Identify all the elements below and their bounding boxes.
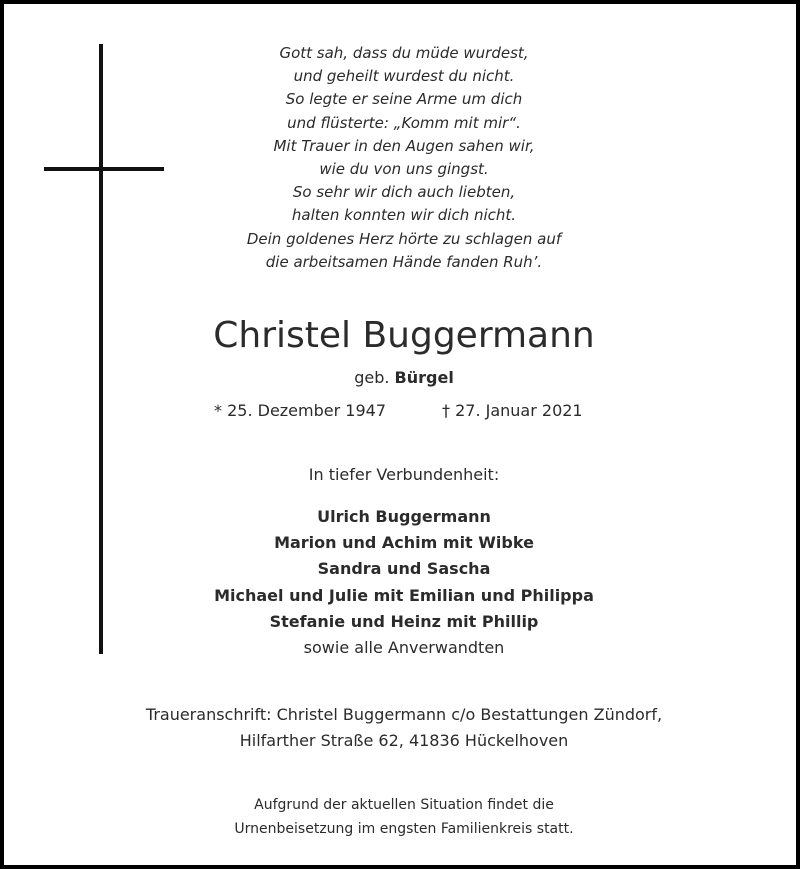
poem-line: halten konnten wir dich nicht.: [291, 206, 517, 225]
death-date: † 27. Januar 2021: [442, 401, 583, 420]
deceased-name: Christel Buggermann: [213, 315, 595, 356]
note-line: Aufgrund der aktuellen Situation findet die: [254, 797, 554, 813]
mourning-intro: In tiefer Verbundenheit:: [308, 465, 500, 484]
note-line: Urnenbeisetzung im engsten Familienkreis statt.: [234, 821, 574, 837]
poem: [154, 42, 654, 274]
poem-line: die arbeitsamen Hände fanden Ruh’.: [265, 252, 543, 271]
address-line: Traueranschrift: Christel Buggermann c/o Bestattungen Zündorf,: [145, 705, 663, 724]
mourners-list: [134, 504, 674, 661]
birth-prefix: geb.: [354, 368, 390, 387]
poem-line: und geheilt wurdest du nicht.: [293, 67, 515, 86]
mourner-name: Michael und Julie mit Emilian und Philippa: [214, 585, 594, 605]
mourner-name: Marion und Achim mit Wibke: [274, 533, 534, 553]
poem-line: So legte er seine Arme um dich: [285, 90, 523, 109]
poem-line: So sehr wir dich auch liebten,: [292, 183, 516, 202]
poem-line: wie du von uns gingst.: [319, 160, 489, 179]
cross-icon: [99, 44, 103, 654]
mourning-address: [84, 702, 724, 754]
mourner-name: Ulrich Buggermann: [317, 507, 491, 526]
poem-line: Gott sah, dass du müde wurdest,: [279, 44, 529, 62]
mourners-closing: sowie alle Anverwandten: [303, 638, 505, 658]
birth-name-line: [204, 367, 604, 389]
poem-line: Mit Trauer in den Augen sahen wir,: [273, 136, 535, 155]
mourner-name: Sandra und Sascha: [317, 559, 491, 579]
birth-name: Bürgel: [394, 368, 454, 387]
burial-note: [154, 793, 654, 841]
birth-date: * 25. Dezember 1947: [214, 401, 386, 420]
address-line: Hilfarther Straße 62, 41836 Hückelhoven: [239, 731, 569, 750]
cross-icon-bar: [44, 167, 164, 171]
mourner-name: Stefanie und Heinz mit Phillip: [269, 611, 539, 631]
poem-line: Dein goldenes Herz hörte zu schlagen auf: [246, 229, 562, 248]
poem-line: und flüsterte: „Komm mit mir“.: [287, 113, 521, 132]
